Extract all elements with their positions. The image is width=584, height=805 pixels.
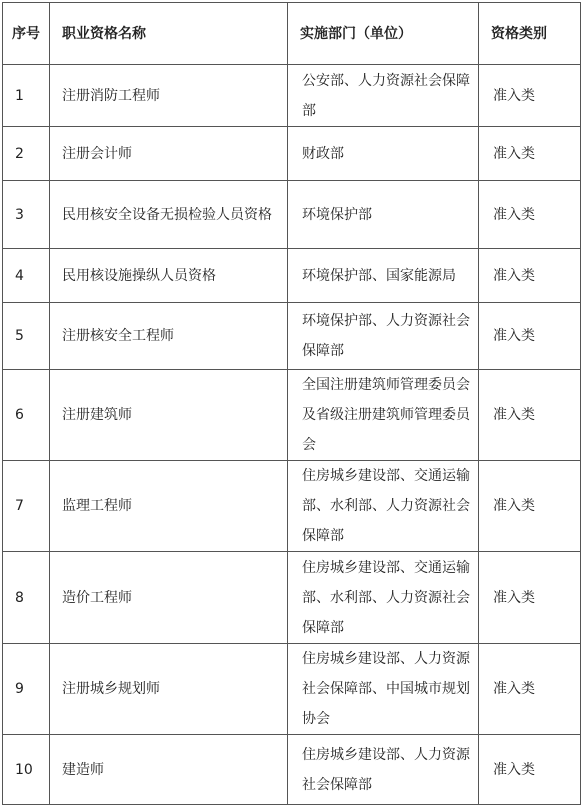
row-name: 注册建筑师 [50,370,288,461]
row-category: 准入类 [479,65,581,127]
row-department: 财政部 [288,127,479,181]
header-number: 序号 [3,3,50,65]
row-category: 准入类 [479,370,581,461]
row-department: 环境保护部 [288,181,479,249]
row-department: 全国注册建筑师管理委员会及省级注册建筑师管理委员会 [288,370,479,461]
table-row [3,249,581,303]
table-row [3,370,581,461]
header-department: 实施部门（单位） [288,3,479,65]
row-name: 注册会计师 [50,127,288,181]
table-row [3,303,581,370]
row-number: 2 [3,127,50,181]
row-category: 准入类 [479,181,581,249]
row-number: 10 [3,735,50,805]
row-name: 民用核设施操纵人员资格 [50,249,288,303]
row-department: 环境保护部、国家能源局 [288,249,479,303]
row-category: 准入类 [479,249,581,303]
row-name: 注册核安全工程师 [50,303,288,370]
row-number: 3 [3,181,50,249]
row-number: 9 [3,644,50,735]
row-category: 准入类 [479,461,581,552]
table-header-row [3,3,581,65]
table-row [3,735,581,805]
header-category: 资格类别 [479,3,581,65]
row-number: 6 [3,370,50,461]
row-name: 建造师 [50,735,288,805]
table-row [3,644,581,735]
row-category: 准入类 [479,552,581,644]
row-name: 造价工程师 [50,552,288,644]
header-name: 职业资格名称 [50,3,288,65]
row-department: 住房城乡建设部、交通运输部、水利部、人力资源社会保障部 [288,461,479,552]
table-row [3,552,581,644]
row-department: 住房城乡建设部、人力资源社会保障部、中国城市规划协会 [288,644,479,735]
row-department: 环境保护部、人力资源社会保障部 [288,303,479,370]
row-category: 准入类 [479,644,581,735]
row-number: 8 [3,552,50,644]
table-row [3,461,581,552]
table-row [3,127,581,181]
row-number: 1 [3,65,50,127]
row-department: 住房城乡建设部、人力资源社会保障部 [288,735,479,805]
row-number: 4 [3,249,50,303]
row-department: 公安部、人力资源社会保障部 [288,65,479,127]
row-number: 7 [3,461,50,552]
row-name: 监理工程师 [50,461,288,552]
qualification-table [2,2,581,805]
row-name: 注册城乡规划师 [50,644,288,735]
row-category: 准入类 [479,735,581,805]
row-department: 住房城乡建设部、交通运输部、水利部、人力资源社会保障部 [288,552,479,644]
row-name: 注册消防工程师 [50,65,288,127]
row-category: 准入类 [479,303,581,370]
table-row [3,181,581,249]
row-category: 准入类 [479,127,581,181]
table-row [3,65,581,127]
row-name: 民用核安全设备无损检验人员资格 [50,181,288,249]
row-number: 5 [3,303,50,370]
